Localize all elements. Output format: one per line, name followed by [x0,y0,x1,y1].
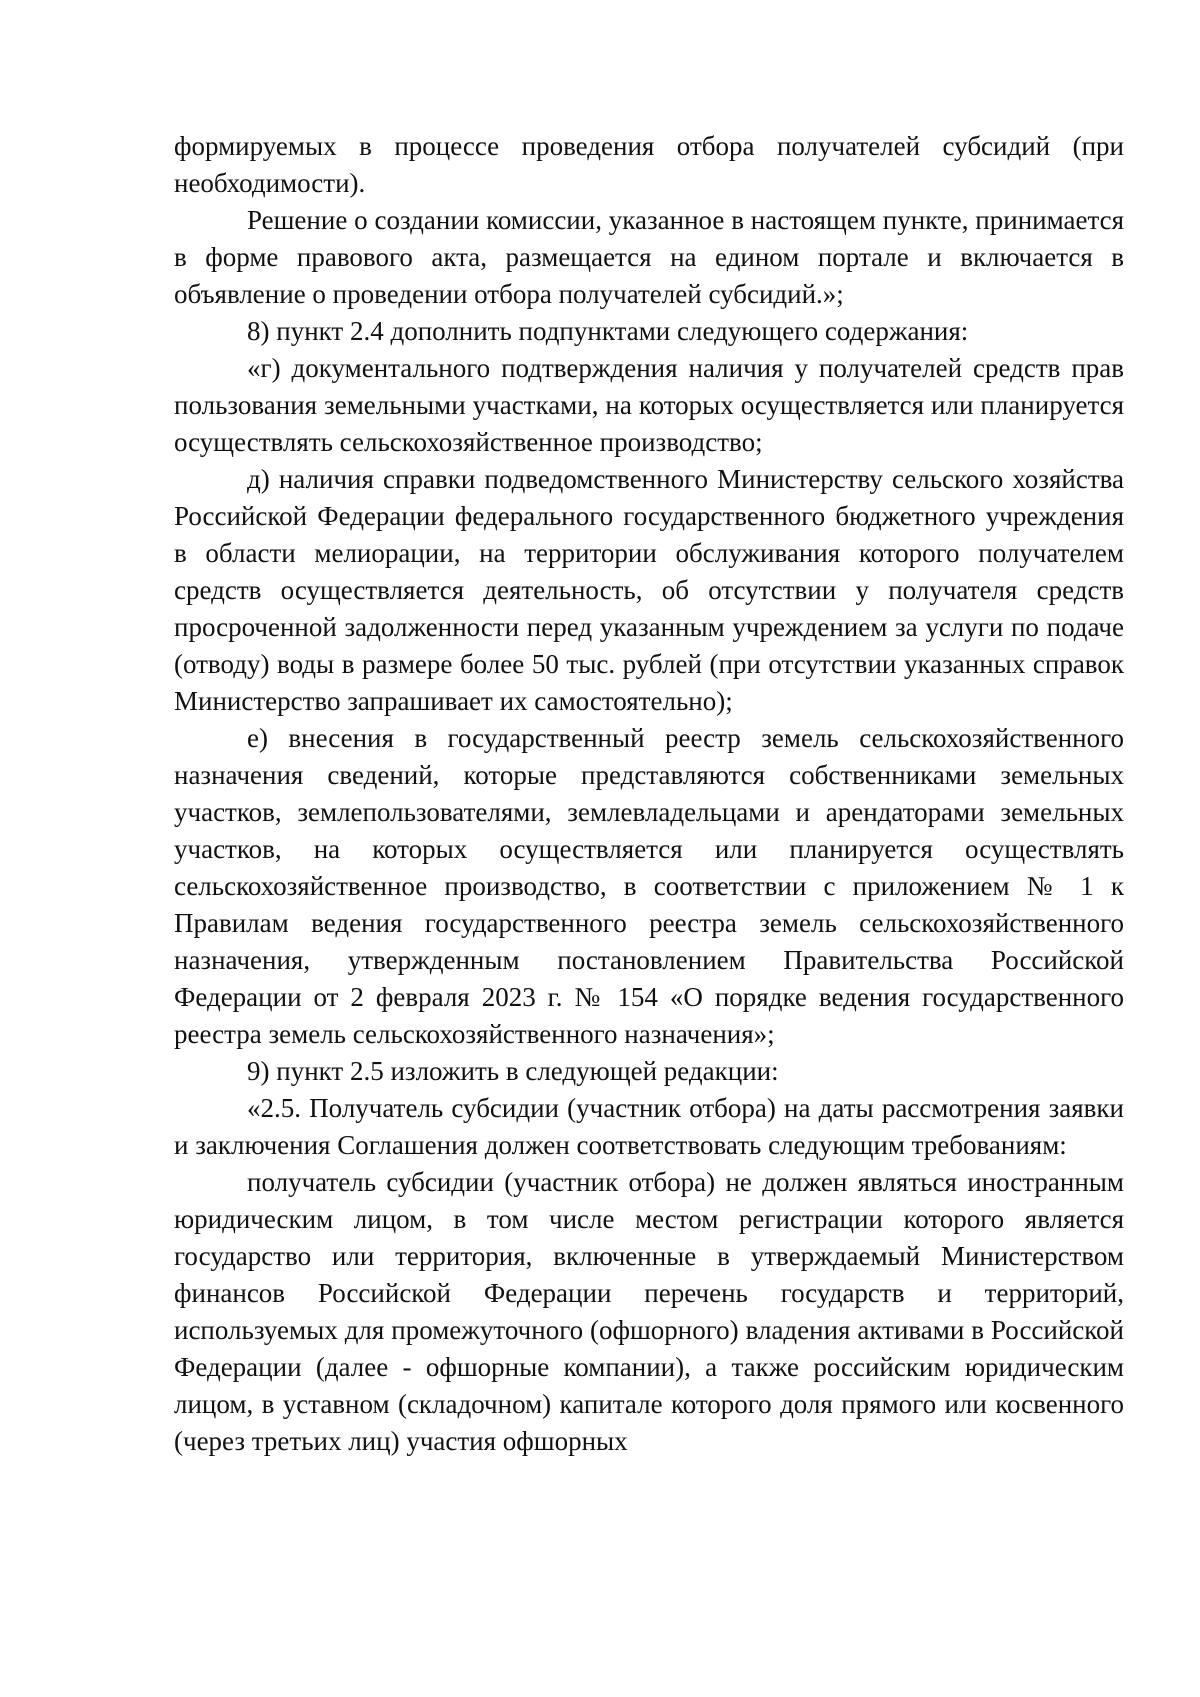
paragraph-commission-decision: Решение о создании комиссии, указанное в настоящем пункте, принимается в форме правового акта, размещается на едином портале и включается в объявление о проведении отбора получателей субсидий.»; [174,205,1124,309]
paragraph-recipient-requirements: получатель субсидии (участник отбора) не должен являться иностранным юридическим лицом, в том числе местом регистрации которого является государство или территория, включенные в утверждаемый Министерством финансов Российской Федерации перечень государств и территорий, используемых для промежуточного (офшорного) владения активами в Российской Федерации (далее - офшорные компании), а также российским юридическим лицом, в уставном (складочном) капитале которого доля прямого или косвенного (через третьих лиц) участия офшорных [174,1167,1124,1456]
paragraph-item-9: 9) пункт 2.5 изложить в следующей редакции: [247,1056,779,1086]
paragraph-item-8: 8) пункт 2.4 дополнить подпунктами следующего содержания: [247,316,969,346]
paragraph-subitem-g: «г) документального подтверждения наличия у получателей средств прав пользования земельными участками, на которых осуществляется или планируется осуществлять сельскохозяйственное производство; [174,353,1124,457]
paragraph-continuation: формируемых в процессе проведения отбора получателей субсидий (при необходимости). [174,131,1124,198]
paragraph-clause-2-5: «2.5. Получатель субсидии (участник отбора) на даты рассмотрения заявки и заключения Соглашения должен соответствовать следующим требованиям: [174,1093,1124,1160]
document-page [174,128,1124,1460]
paragraph-subitem-d: д) наличия справки подведомственного Министерству сельского хозяйства Российской Федерации федерального государственного бюджетного учреждения в области мелиорации, на территории обслуживания которого получателем средств осуществляется деятельность, об отсутствии у получателя средств просроченной задолженности перед указанным учреждением за услуги по подаче (отводу) воды в размере более 50 тыс. рублей (при отсутствии указанных справок Министерство запрашивает их самостоятельно); [174,464,1124,716]
paragraph-subitem-e: е) внесения в государственный реестр земель сельскохозяйственного назначения сведений, которые представляются собственниками земельных участков, землепользователями, землевладельцами и арендаторами земельных участков, на которых осуществляется или планируется осуществлять сельскохозяйственное производство, в соответствии с приложением № 1 к Правилам ведения государственного реестра земель сельскохозяйственного назначения, утвержденным постановлением Правительства Российской Федерации от 2 февраля 2023 г. № 154 «О порядке ведения государственного реестра земель сельскохозяйственного назначения»; [174,723,1124,1049]
